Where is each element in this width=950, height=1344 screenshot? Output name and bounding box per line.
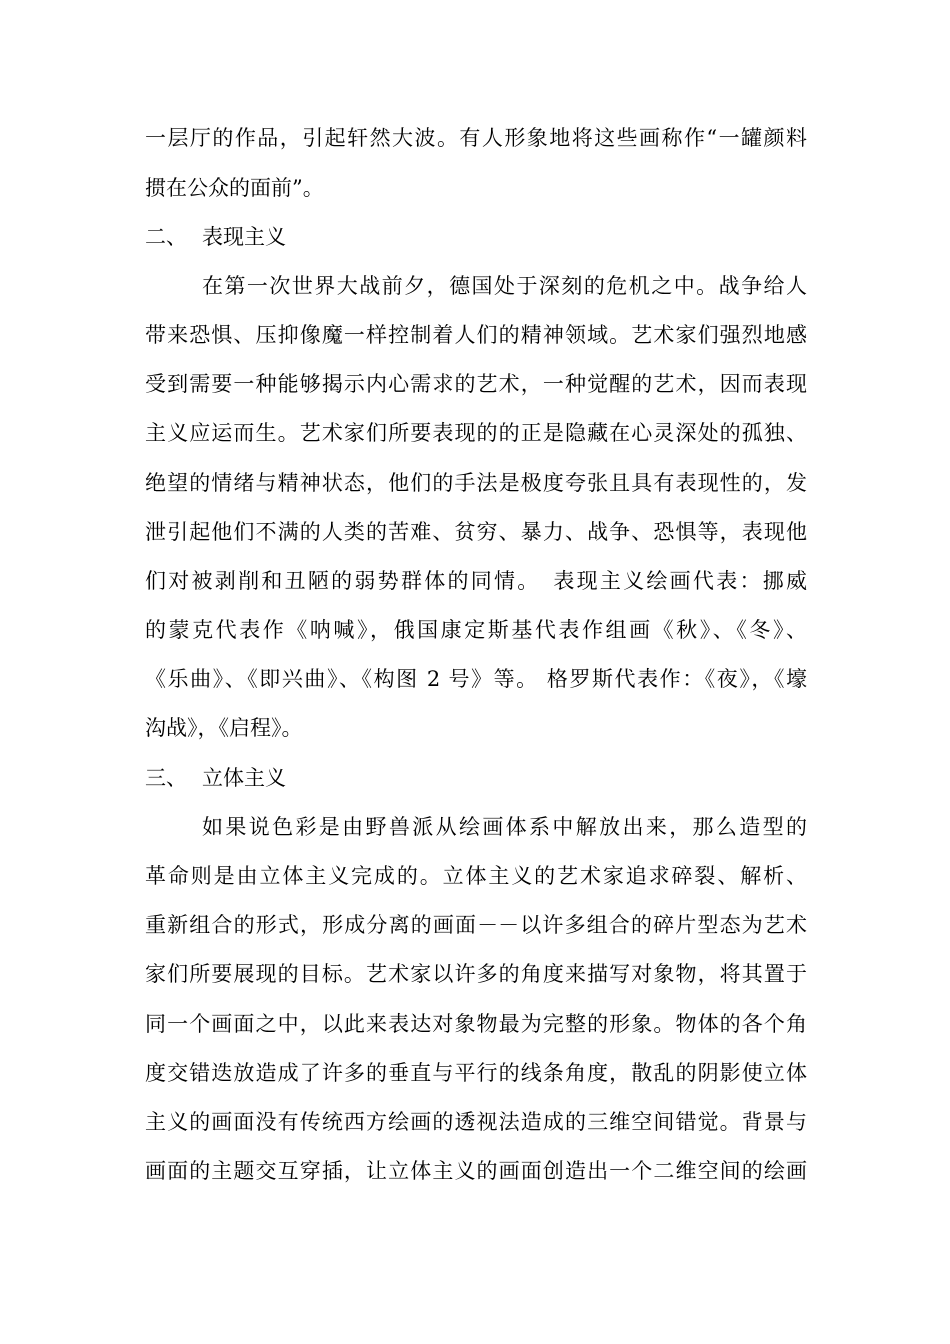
- paragraph-line: 革命则是由立体主义完成的。立体主义的艺术家追求碎裂、解析、: [145, 864, 807, 888]
- paragraph-line: 一层厅的作品，引起轩然大波。有人形象地将这些画称作“一罐颜料: [145, 126, 807, 150]
- paragraph-line: 家们所要展现的目标。艺术家以许多的角度来描写对象物，将其置于: [145, 962, 807, 986]
- paragraph-line: 们对被剥削和丑陋的弱势群体的同情。 表现主义绘画代表：挪威: [145, 569, 807, 593]
- section-title: 立体主义: [202, 766, 286, 790]
- paragraph-line: 如果说色彩是由野兽派从绘画体系中解放出来，那么造型的: [202, 815, 807, 839]
- paragraph-line: 主义的画面没有传统西方绘画的透视法造成的三维空间错觉。背景与: [145, 1110, 807, 1134]
- section-heading-cubism: [145, 758, 286, 798]
- paragraph-line: 在第一次世界大战前夕，德国处于深刻的危机之中。战争给人: [202, 274, 807, 298]
- paragraph-line: 泄引起他们不满的人类的苦难、贫穷、暴力、战争、恐惧等，表现他: [145, 520, 807, 544]
- paragraph-line: 度交错迭放造成了许多的垂直与平行的线条角度，散乱的阴影使立体: [145, 1061, 807, 1085]
- paragraph-line: 重新组合的形式，形成分离的画面－－以许多组合的碎片型态为艺术: [145, 913, 807, 937]
- section-heading-expressionism: [145, 217, 286, 257]
- paragraph-line: 沟战》，《启程》。: [145, 716, 303, 740]
- paragraph-line: 的蒙克代表作《呐喊》，俄国康定斯基代表作组画《秋》、《冬》、: [145, 618, 807, 642]
- paragraph-line: 受到需要一种能够揭示内心需求的艺术，一种觉醒的艺术，因而表现: [145, 372, 807, 396]
- paragraph-line: 主义应运而生。艺术家们所要表现的的正是隐藏在心灵深处的孤独、: [145, 421, 807, 445]
- paragraph-line: 画面的主题交互穿插，让立体主义的画面创造出一个二维空间的绘画: [145, 1159, 807, 1183]
- section-number: 三、: [145, 766, 187, 790]
- paragraph-line: 掼在公众的面前”。: [145, 176, 324, 200]
- paragraph-line: 《乐曲》、《即兴曲》、《构图 2 号》等。 格罗斯代表作：《夜》，《壕: [145, 667, 807, 691]
- paragraph-line: 同一个画面之中，以此来表达对象物最为完整的形象。物体的各个角: [145, 1012, 807, 1036]
- paragraph-line: 带来恐惧、压抑像魔一样控制着人们的精神领域。艺术家们强烈地感: [145, 323, 807, 347]
- section-title: 表现主义: [202, 225, 286, 249]
- paragraph-line: 绝望的情绪与精神状态，他们的手法是极度夸张且具有表现性的，发: [145, 471, 807, 495]
- section-number: 二、: [145, 225, 187, 249]
